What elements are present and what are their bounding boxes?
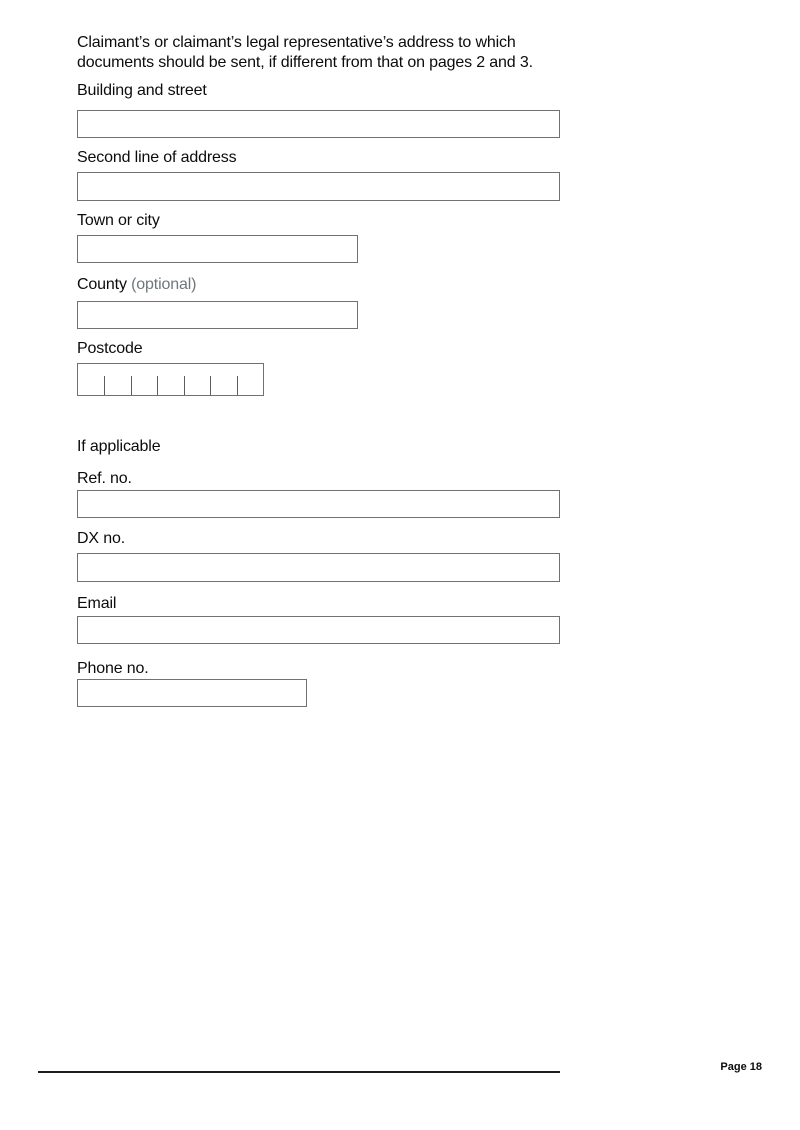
building-and-street-input[interactable]	[77, 110, 560, 138]
dx-no-label: DX no.	[77, 530, 126, 547]
postcode-input[interactable]	[77, 363, 264, 396]
phone-no-label: Phone no.	[77, 660, 149, 677]
email-input[interactable]	[77, 616, 560, 644]
postcode-tick	[237, 376, 238, 395]
town-or-city-label: Town or city	[77, 212, 160, 229]
postcode-tick	[104, 376, 105, 395]
ref-no-input[interactable]	[77, 490, 560, 518]
dx-no-input[interactable]	[77, 553, 560, 582]
intro-text-line-2: documents should be sent, if different from that on pages 2 and 3.	[77, 54, 533, 71]
footer-rule	[38, 1071, 560, 1073]
town-or-city-input[interactable]	[77, 235, 358, 263]
postcode-tick	[157, 376, 158, 395]
intro-text-line-1: Claimant’s or claimant’s legal representative’s address to which	[77, 34, 516, 51]
county-label	[77, 275, 196, 295]
ref-no-label: Ref. no.	[77, 470, 132, 487]
postcode-tick	[210, 376, 211, 395]
second-line-of-address-label: Second line of address	[77, 149, 237, 166]
if-applicable-heading: If applicable	[77, 438, 161, 455]
postcode-tick	[184, 376, 185, 395]
building-and-street-label: Building and street	[77, 82, 207, 99]
second-line-of-address-input[interactable]	[77, 172, 560, 201]
county-optional-suffix: (optional)	[126, 276, 197, 293]
county-input[interactable]	[77, 301, 358, 329]
postcode-label: Postcode	[77, 340, 143, 357]
postcode-tick	[131, 376, 132, 395]
county-label-text: County	[77, 276, 127, 293]
email-label: Email	[77, 595, 117, 612]
page-number: Page 18	[720, 1061, 762, 1073]
phone-no-input[interactable]	[77, 679, 307, 707]
